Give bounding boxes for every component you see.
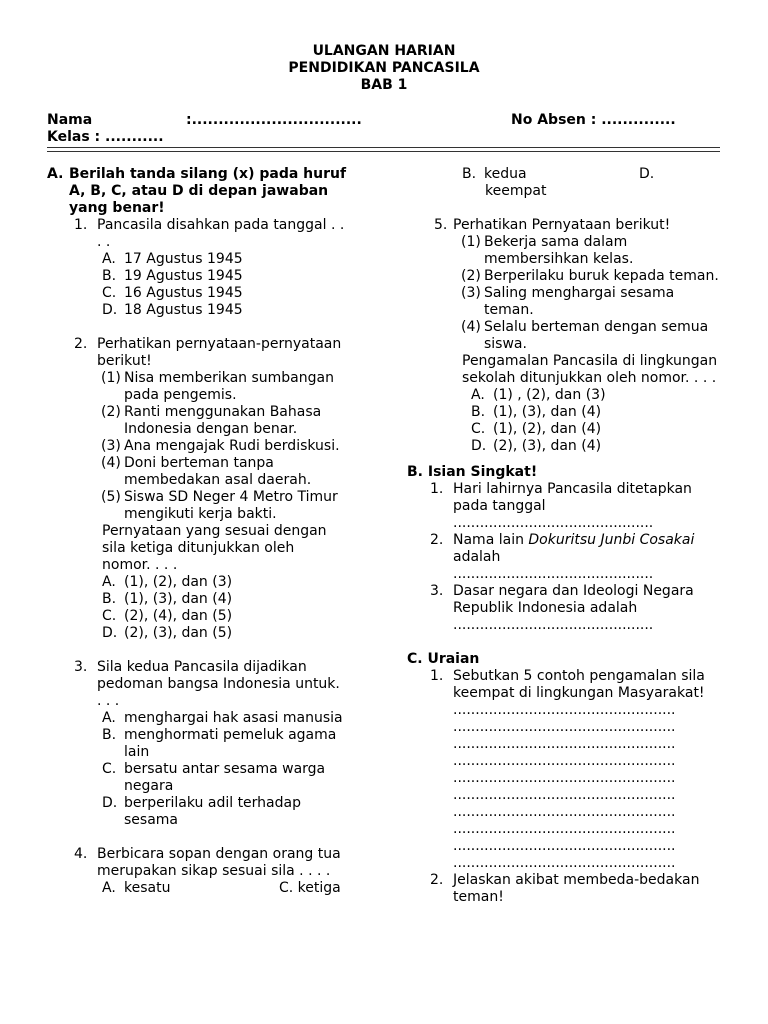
answer-line[interactable]: ..................................................: [453, 770, 676, 786]
option-c[interactable]: C. 16 Agustus 1945: [102, 285, 243, 301]
identity-row-1: [47, 112, 727, 129]
statement-item: (3) Saling menghargai sesama teman.: [461, 285, 675, 318]
isian-text: Nama lain Dokuritsu Junbi Cosakai adalah: [453, 532, 695, 565]
name-label: Nama: [47, 112, 93, 128]
header-chapter: BAB 1: [360, 77, 408, 93]
identity-row-2: [47, 129, 727, 146]
answer-blank[interactable]: .............................................: [453, 566, 654, 582]
spacer: [407, 455, 722, 464]
question-text: Pancasila disahkan pada tanggal . . . .: [97, 217, 345, 250]
question-text: Perhatikan pernyataan-pernyataan berikut!: [97, 336, 342, 369]
question-5-statements: [461, 234, 722, 353]
uraian-item-1: 1. Sebutkan 5 contoh pengamalan sila keempat di lingkungan Masyarakat! .................................................. .................................................. .................................................. .................................................. .................................................. .................................................. .................................................. .................................................. .................................................. ..................................................: [407, 668, 722, 872]
option-c[interactable]: C. (1), (2), dan (4): [471, 421, 602, 437]
section-c-heading: C. Uraian: [407, 651, 480, 667]
option-d[interactable]: D. 18 Agustus 1945: [102, 302, 243, 318]
question-number: 5.: [434, 217, 448, 233]
option-b[interactable]: B. kedua: [462, 166, 527, 182]
uraian-item-2: 2. Jelaskan akibat membeda-bedakan teman!: [407, 872, 722, 906]
spacer: [47, 829, 347, 846]
section-a-instruction: Berilah tanda silang (x) pada huruf A, B, C, atau D di depan jawaban yang benar!: [69, 166, 347, 216]
option-b[interactable]: B. 19 Agustus 1945: [102, 268, 243, 284]
question-2-prompt: Pernyataan yang sesuai dengan sila ketiga ditunjukkan oleh nomor. . . .: [102, 523, 327, 573]
header-subject: PENDIDIKAN PANCASILA: [288, 60, 480, 76]
absen-field[interactable]: No Absen : ..............: [511, 112, 676, 128]
option-d-text: keempat: [485, 183, 547, 199]
option-b[interactable]: B. (1), (3), dan (4): [102, 591, 233, 607]
document-header: [0, 43, 768, 94]
question-2: [47, 336, 347, 370]
question-5: [407, 217, 722, 234]
option-c[interactable]: C. ketiga: [279, 880, 341, 896]
answer-line[interactable]: ..................................................: [453, 736, 676, 752]
statement-item: (4) Doni berteman tanpa membedakan asal daerah.: [101, 455, 312, 488]
uraian-text: Sebutkan 5 contoh pengamalan sila keempat di lingkungan Masyarakat!: [453, 668, 705, 701]
statement-item: (2) Ranti menggunakan Bahasa Indonesia dengan benar.: [101, 404, 322, 437]
left-column: [47, 166, 347, 897]
question-number: 1.: [74, 217, 88, 233]
statement-item: (2) Berperilaku buruk kepada teman.: [461, 268, 719, 284]
header-divider-top: [47, 147, 720, 148]
isian-text: Hari lahirnya Pancasila ditetapkan pada tanggal: [453, 481, 692, 514]
header-title: ULANGAN HARIAN: [312, 43, 456, 59]
question-5-prompt: Pengamalan Pancasila di lingkungan sekolah ditunjukkan oleh nomor. . . .: [462, 353, 718, 386]
question-1: [47, 217, 347, 251]
option-c[interactable]: C. bersatu antar sesama warga negara: [102, 761, 326, 794]
name-field[interactable]: :................................: [186, 112, 362, 128]
answer-blank[interactable]: .............................................: [453, 617, 654, 633]
option-a[interactable]: A. menghargai hak asasi manusia: [102, 710, 343, 726]
spacer: [47, 319, 347, 336]
option-d[interactable]: D. berperilaku adil terhadap sesama: [102, 795, 301, 828]
question-number: 2.: [74, 336, 88, 352]
statement-item: (5) Siswa SD Neger 4 Metro Timur mengikuti kerja bakti.: [101, 489, 338, 522]
option-d[interactable]: D.: [639, 166, 655, 182]
spacer: [407, 634, 722, 651]
answer-line[interactable]: ..................................................: [453, 753, 676, 769]
option-a[interactable]: A. (1), (2), dan (3): [102, 574, 233, 590]
section-b-heading: B. Isian Singkat!: [407, 464, 538, 480]
question-4-options-row-2: [462, 166, 722, 183]
question-3: [47, 659, 347, 710]
answer-line[interactable]: ..................................................: [453, 855, 676, 871]
option-a[interactable]: A. (1) , (2), dan (3): [471, 387, 606, 403]
isian-item-3: 3. Dasar negara dan Ideologi Negara Republik Indonesia adalah .............................................: [407, 583, 722, 634]
statement-item: (1) Nisa memberikan sumbangan pada pengemis.: [101, 370, 334, 403]
question-text: Sila kedua Pancasila dijadikan pedoman bangsa Indonesia untuk. . . .: [97, 659, 340, 709]
option-b[interactable]: B. menghormati pemeluk agama lain: [102, 727, 337, 760]
isian-text: Dasar negara dan Ideologi Negara Republik Indonesia adalah: [453, 583, 694, 616]
question-5-options: [471, 387, 722, 455]
uraian-text: Jelaskan akibat membeda-bedakan teman!: [453, 872, 700, 905]
spacer: [47, 642, 347, 659]
option-a[interactable]: A. kesatu: [102, 880, 171, 896]
isian-item-2: 2. Nama lain Dokuritsu Junbi Cosakai adalah .............................................: [407, 532, 722, 583]
question-4: [47, 846, 347, 880]
answer-blank[interactable]: .............................................: [453, 515, 654, 531]
kelas-field[interactable]: Kelas : ...........: [47, 129, 164, 145]
question-4-options-row-1: [102, 880, 347, 897]
question-2-options: [102, 574, 347, 642]
answer-line[interactable]: ..................................................: [453, 702, 676, 718]
header-divider-bottom: [47, 151, 720, 152]
section-a-heading: [47, 166, 347, 217]
option-b[interactable]: B. (1), (3), dan (4): [471, 404, 602, 420]
option-a[interactable]: A. 17 Agustus 1945: [102, 251, 243, 267]
statement-item: (3) Ana mengajak Rudi berdiskusi.: [101, 438, 340, 454]
answer-line[interactable]: ..................................................: [453, 804, 676, 820]
question-3-options: [102, 710, 347, 829]
isian-item-1: 1. Hari lahirnya Pancasila ditetapkan pada tanggal .............................................: [407, 481, 722, 532]
answer-line[interactable]: ..................................................: [453, 787, 676, 803]
option-c[interactable]: C. (2), (4), dan (5): [102, 608, 233, 624]
answer-line[interactable]: ..................................................: [453, 719, 676, 735]
spacer: [407, 200, 722, 217]
option-d[interactable]: D. (2), (3), dan (4): [471, 438, 602, 454]
answer-line[interactable]: ..................................................: [453, 821, 676, 837]
question-1-options: [102, 251, 347, 319]
question-2-statements: [101, 370, 347, 523]
right-column: [407, 166, 722, 906]
question-text: Perhatikan Pernyataan berikut!: [453, 217, 671, 233]
statement-item: (4) Selalu berteman dengan semua siswa.: [461, 319, 709, 352]
question-text: Berbicara sopan dengan orang tua merupakan sikap sesuai sila . . . .: [97, 846, 341, 879]
question-number: 3.: [74, 659, 88, 675]
option-d[interactable]: D. (2), (3), dan (5): [102, 625, 233, 641]
statement-item: (1) Bekerja sama dalam membersihkan kelas.: [461, 234, 634, 267]
answer-line[interactable]: ..................................................: [453, 838, 676, 854]
section-a-letter: A.: [47, 166, 64, 182]
question-number: 4.: [74, 846, 88, 862]
